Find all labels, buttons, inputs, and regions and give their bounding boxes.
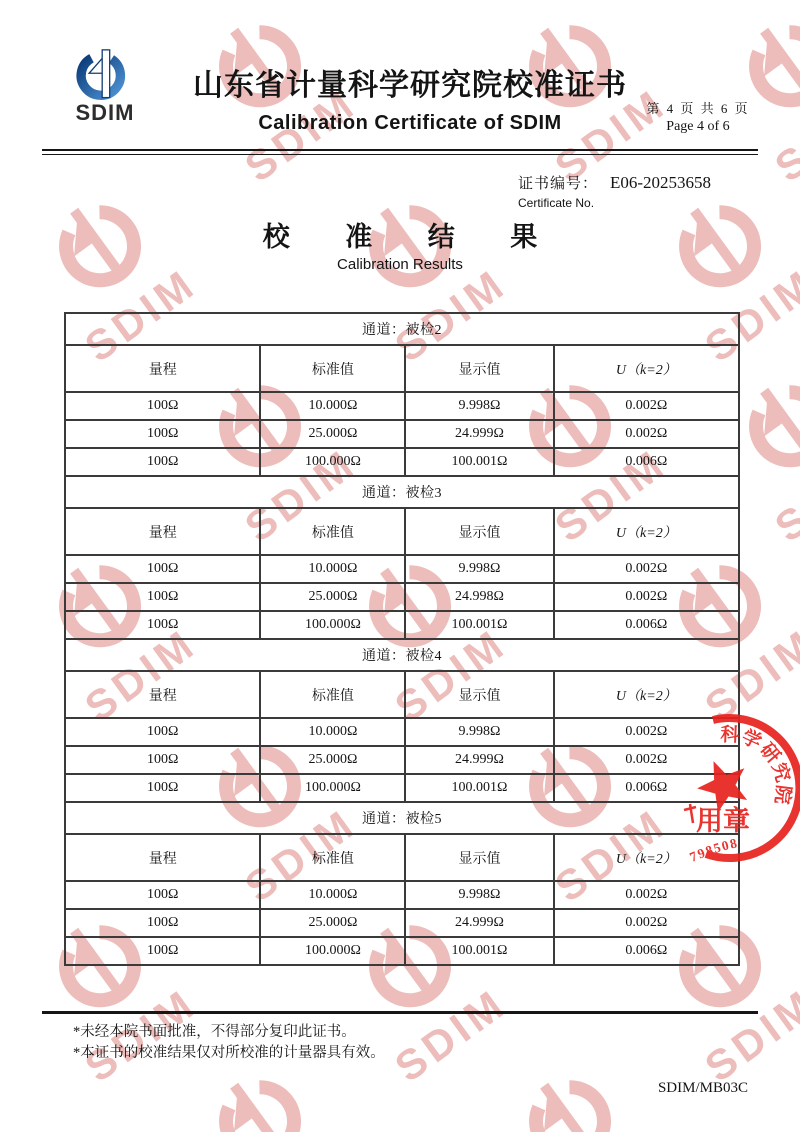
standard-value-cell: 25.000Ω [260, 746, 405, 774]
range-cell: 100Ω [65, 718, 260, 746]
sdim-logo-icon [73, 48, 137, 106]
channel-header: 通道：被检5 [65, 802, 739, 834]
displayed-value-cell: 9.998Ω [405, 392, 553, 420]
seal-bottom-text: 用章 [696, 806, 750, 836]
page-number-zh: 第 4 页 共 6 页 [646, 101, 750, 116]
certificate-number-label-zh: 证书编号： [518, 176, 599, 192]
displayed-value-cell: 100.001Ω [405, 937, 553, 965]
page-info [638, 98, 758, 135]
calibration-tables [64, 312, 740, 966]
section-title-en: Calibration Results [337, 256, 463, 273]
range-cell: 100Ω [65, 909, 260, 937]
col-header-range: 量程 [65, 834, 260, 881]
uncertainty-cell: 0.006Ω [554, 937, 739, 965]
uncertainty-cell: 0.002Ω [554, 746, 739, 774]
standard-value-cell: 100.000Ω [260, 937, 405, 965]
range-cell: 100Ω [65, 611, 260, 639]
col-header-displayed-value: 显示值 [405, 834, 553, 881]
uncertainty-cell: 0.002Ω [554, 718, 739, 746]
col-header-uncertainty: U（k=2） [554, 834, 739, 881]
sdim-logo-text: SDIM [75, 100, 135, 125]
col-header-displayed-value: 显示值 [405, 345, 553, 392]
uncertainty-cell: 0.006Ω [554, 448, 739, 476]
certificate-number-block [518, 172, 778, 210]
col-header-uncertainty: U（k=2） [554, 671, 739, 718]
range-cell: 100Ω [65, 774, 260, 802]
col-header-uncertainty: U（k=2） [554, 345, 739, 392]
seal-arc-char: 研 [755, 739, 784, 768]
official-seal [640, 696, 800, 886]
certificate-title-zh: 山东省计量科学研究院校准证书 [193, 69, 627, 102]
uncertainty-cell: 0.006Ω [554, 774, 739, 802]
certificate-number-label-en: Certificate No. [518, 196, 595, 210]
uncertainty-cell: 0.002Ω [554, 420, 739, 448]
standard-value-cell: 100.000Ω [260, 448, 405, 476]
standard-value-cell: 10.000Ω [260, 881, 405, 909]
document-code: SDIM/MB03C [657, 1080, 748, 1096]
calibration-table-channel-2 [64, 312, 740, 477]
range-cell: 100Ω [65, 583, 260, 611]
uncertainty-cell: 0.002Ω [554, 392, 739, 420]
uncertainty-cell: 0.002Ω [554, 555, 739, 583]
col-header-displayed-value: 显示值 [405, 671, 553, 718]
col-header-standard-value: 标准值 [260, 508, 405, 555]
seal-number: 798508 [687, 835, 740, 865]
standard-value-cell: 10.000Ω [260, 718, 405, 746]
section-title-zh: 校 准 结 果 [262, 222, 562, 252]
standard-value-cell: 100.000Ω [260, 611, 405, 639]
displayed-value-cell: 24.998Ω [405, 583, 553, 611]
standard-value-cell: 25.000Ω [260, 583, 405, 611]
standard-value-cell: 10.000Ω [260, 392, 405, 420]
col-header-standard-value: 标准值 [260, 834, 405, 881]
footer-divider [42, 1011, 758, 1014]
col-header-standard-value: 标准值 [260, 345, 405, 392]
displayed-value-cell: 24.999Ω [405, 420, 553, 448]
range-cell: 100Ω [65, 420, 260, 448]
header-divider [42, 149, 758, 155]
seal-arc-char: 学 [738, 726, 765, 754]
displayed-value-cell: 100.001Ω [405, 448, 553, 476]
range-cell: 100Ω [65, 448, 260, 476]
displayed-value-cell: 24.999Ω [405, 909, 553, 937]
standard-value-cell: 10.000Ω [260, 555, 405, 583]
channel-header: 通道：被检2 [65, 313, 739, 345]
footer-note-1: *未经本院书面批准，不得部分复印此证书。 [73, 1024, 356, 1040]
calibration-table-channel-3 [64, 475, 740, 640]
col-header-displayed-value: 显示值 [405, 508, 553, 555]
uncertainty-cell: 0.006Ω [554, 611, 739, 639]
displayed-value-cell: 9.998Ω [405, 555, 553, 583]
certificate-title-en: Calibration Certificate of SDIM [258, 112, 562, 134]
channel-header: 通道：被检4 [65, 639, 739, 671]
range-cell: 100Ω [65, 881, 260, 909]
calibration-table-channel-4 [64, 638, 740, 803]
displayed-value-cell: 100.001Ω [405, 611, 553, 639]
col-header-range: 量程 [65, 345, 260, 392]
channel-header: 通道：被检3 [65, 476, 739, 508]
range-cell: 100Ω [65, 555, 260, 583]
page-number-en: Page 4 of 6 [666, 119, 730, 134]
calibration-table-channel-5 [64, 801, 740, 966]
range-cell: 100Ω [65, 392, 260, 420]
standard-value-cell: 25.000Ω [260, 909, 405, 937]
uncertainty-cell: 0.002Ω [554, 583, 739, 611]
seal-arc-char: 院 [770, 783, 794, 806]
sdim-logo [64, 48, 146, 126]
footer-note-2: *本证书的校准结果仅对所校准的计量器具有效。 [73, 1045, 385, 1061]
standard-value-cell: 25.000Ω [260, 420, 405, 448]
standard-value-cell: 100.000Ω [260, 774, 405, 802]
col-header-standard-value: 标准值 [260, 671, 405, 718]
displayed-value-cell: 24.999Ω [405, 746, 553, 774]
seal-arc-char: 科 [720, 724, 740, 747]
col-header-range: 量程 [65, 671, 260, 718]
col-header-uncertainty: U（k=2） [554, 508, 739, 555]
uncertainty-cell: 0.002Ω [554, 909, 739, 937]
displayed-value-cell: 100.001Ω [405, 774, 553, 802]
seal-arc-char: 究 [767, 760, 794, 785]
range-cell: 100Ω [65, 937, 260, 965]
certificate-number-value: E06-20253658 [610, 173, 712, 192]
col-header-range: 量程 [65, 508, 260, 555]
uncertainty-cell: 0.002Ω [554, 881, 739, 909]
displayed-value-cell: 9.998Ω [405, 718, 553, 746]
range-cell: 100Ω [65, 746, 260, 774]
displayed-value-cell: 9.998Ω [405, 881, 553, 909]
footer-notes [73, 1022, 385, 1064]
